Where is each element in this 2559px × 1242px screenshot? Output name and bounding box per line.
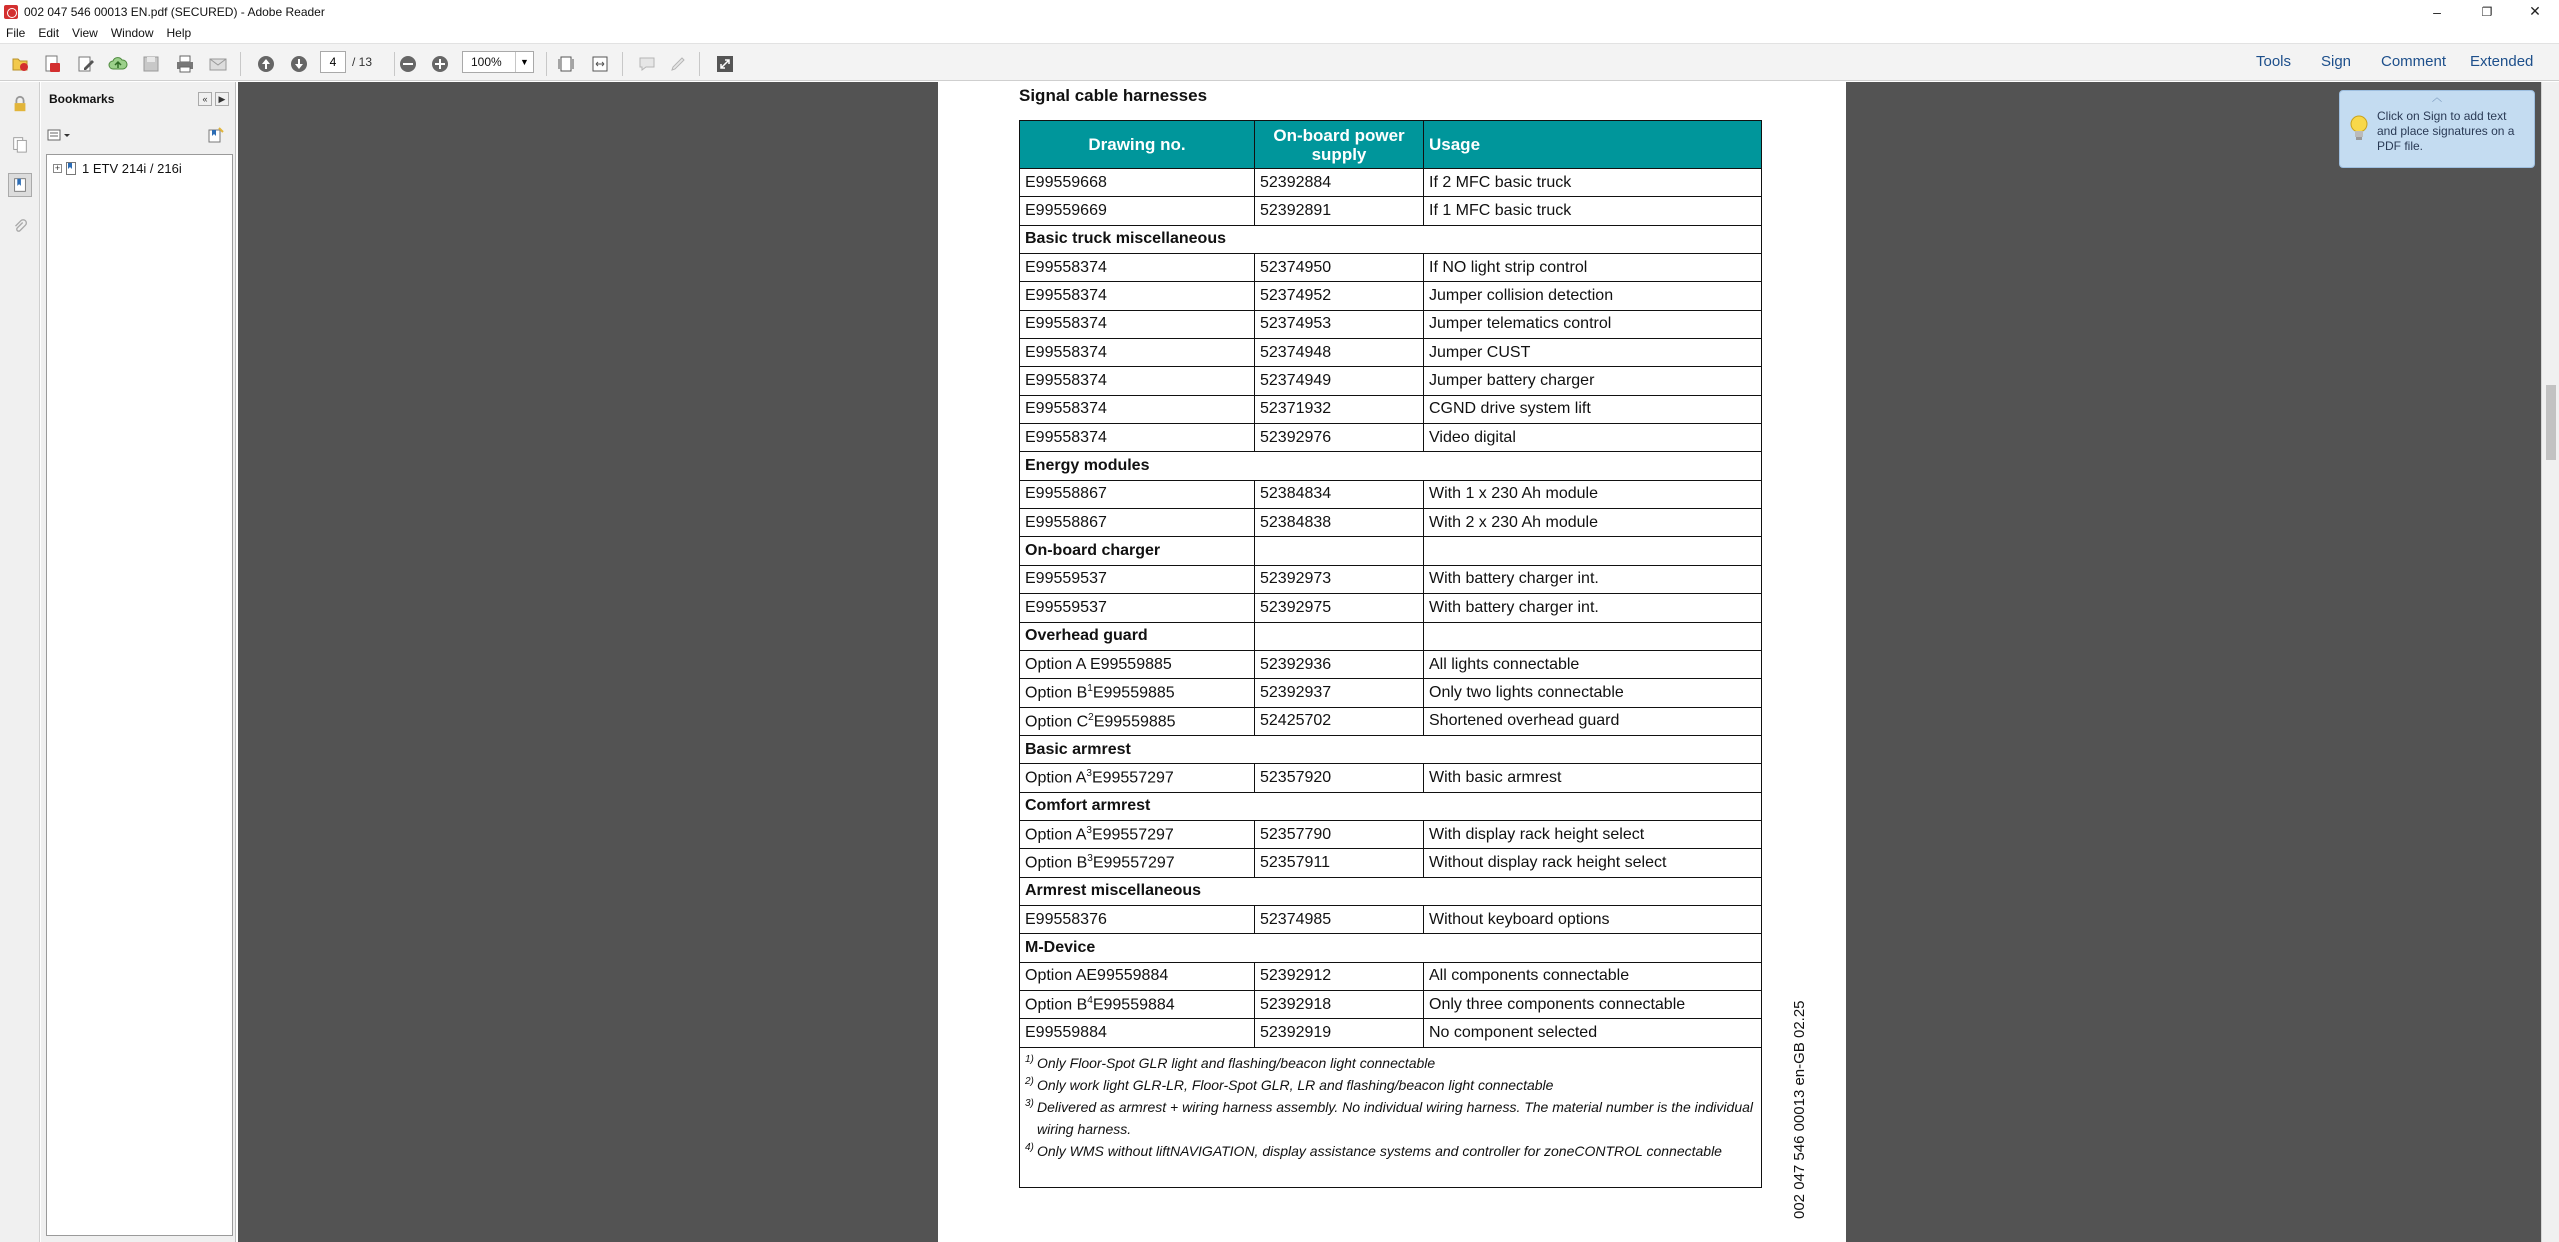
table-group-row bbox=[1020, 452, 1762, 480]
drawing-no-cell: Option AE99559884 bbox=[1020, 962, 1255, 990]
table-row bbox=[1020, 707, 1762, 735]
table-group-row bbox=[1020, 735, 1762, 763]
power-supply-cell: 52384834 bbox=[1255, 480, 1424, 508]
power-supply-cell: 52425702 bbox=[1255, 707, 1424, 735]
page-number-input[interactable]: 4 bbox=[320, 51, 346, 73]
drawing-no-cell bbox=[1020, 849, 1255, 877]
drawing-no-cell: E99558374 bbox=[1020, 254, 1255, 282]
page-thumbnails-icon[interactable] bbox=[8, 132, 32, 156]
table-row bbox=[1020, 254, 1762, 282]
drawing-no-cell: E99559884 bbox=[1020, 1019, 1255, 1047]
usage-cell: Jumper CUST bbox=[1424, 339, 1762, 367]
power-supply-cell: 52392936 bbox=[1255, 650, 1424, 678]
usage-cell: If 1 MFC basic truck bbox=[1424, 197, 1762, 225]
drawing-number: E99559884 bbox=[1092, 996, 1175, 1014]
table-group-row bbox=[1020, 934, 1762, 962]
vertical-scrollbar[interactable] bbox=[2541, 82, 2559, 1242]
drawing-no-cell bbox=[1020, 679, 1255, 707]
option-label: Option A bbox=[1025, 769, 1087, 787]
empty-cell bbox=[1424, 622, 1762, 650]
column-header-power-supply: On-board power supply bbox=[1255, 121, 1424, 169]
option-label: Option C bbox=[1025, 712, 1089, 730]
table-row bbox=[1020, 905, 1762, 933]
footnote-ref: 3 bbox=[1086, 768, 1092, 780]
tools-tab[interactable]: Tools bbox=[2256, 53, 2292, 70]
power-supply-cell: 52392912 bbox=[1255, 962, 1424, 990]
drawing-no-cell: E99559537 bbox=[1020, 565, 1255, 593]
lightbulb-icon bbox=[2348, 113, 2370, 143]
table-row bbox=[1020, 650, 1762, 678]
power-supply-cell: 52392884 bbox=[1255, 169, 1424, 197]
highlight-icon[interactable] bbox=[667, 53, 689, 75]
drawing-number: E99559885 bbox=[1093, 712, 1176, 730]
power-supply-cell: 52374953 bbox=[1255, 310, 1424, 338]
usage-cell: With battery charger int. bbox=[1424, 565, 1762, 593]
empty-cell bbox=[1255, 622, 1424, 650]
table-row bbox=[1020, 282, 1762, 310]
drawing-no-cell: E99558374 bbox=[1020, 367, 1255, 395]
usage-cell: Only two lights connectable bbox=[1424, 679, 1762, 707]
minimize-button[interactable]: – bbox=[2433, 3, 2441, 20]
usage-cell: With 1 x 230 Ah module bbox=[1424, 480, 1762, 508]
footnote-number: 1) bbox=[1025, 1053, 1034, 1065]
open-file-icon[interactable] bbox=[9, 53, 31, 75]
tooltip-caret-icon[interactable]: ︿ bbox=[2432, 93, 2442, 104]
menu-edit[interactable]: Edit bbox=[38, 26, 60, 40]
menu-help[interactable]: Help bbox=[166, 26, 192, 40]
footnote-text: Delivered as armrest + wiring harness assembly. No individual wiring harness. The material number is the individual wiring harness. bbox=[1037, 1098, 1753, 1137]
table-row bbox=[1020, 169, 1762, 197]
scrollbar-thumb[interactable] bbox=[2546, 385, 2556, 460]
group-heading: Energy modules bbox=[1020, 452, 1762, 480]
power-supply-cell: 52371932 bbox=[1255, 395, 1424, 423]
edit-pdf-icon[interactable] bbox=[74, 53, 96, 75]
usage-cell: With 2 x 230 Ah module bbox=[1424, 509, 1762, 537]
usage-cell: All lights connectable bbox=[1424, 650, 1762, 678]
usage-cell: If 2 MFC basic truck bbox=[1424, 169, 1762, 197]
navigation-pane-strip bbox=[0, 82, 40, 1242]
lock-icon[interactable] bbox=[8, 92, 32, 116]
power-supply-cell: 52392975 bbox=[1255, 594, 1424, 622]
footnote-number: 3) bbox=[1025, 1097, 1034, 1109]
group-heading: Basic armrest bbox=[1020, 735, 1762, 763]
footnote-text: Only Floor-Spot GLR light and flashing/beacon light connectable bbox=[1037, 1054, 1436, 1071]
close-button[interactable]: ✕ bbox=[2529, 3, 2541, 19]
power-supply-cell: 52392973 bbox=[1255, 565, 1424, 593]
group-heading: Overhead guard bbox=[1020, 622, 1255, 650]
power-supply-cell: 52392919 bbox=[1255, 1019, 1424, 1047]
footnote-ref: 3 bbox=[1086, 824, 1092, 836]
power-supply-cell: 52357911 bbox=[1255, 849, 1424, 877]
expand-icon[interactable]: + bbox=[54, 163, 61, 173]
menu-file[interactable]: File bbox=[6, 26, 26, 40]
tooltip-text: Click on Sign to add text and place signatures on a PDF file. bbox=[2377, 109, 2515, 153]
usage-cell: Jumper telematics control bbox=[1424, 310, 1762, 338]
group-heading: Armrest miscellaneous bbox=[1020, 877, 1762, 905]
menu-view[interactable]: View bbox=[72, 26, 98, 40]
table-group-row bbox=[1020, 537, 1762, 565]
footnote-text: Only work light GLR-LR, Floor-Spot GLR, LR and flashing/beacon light connectable bbox=[1037, 1076, 1554, 1093]
empty-cell bbox=[1255, 537, 1424, 565]
table-row bbox=[1020, 480, 1762, 508]
bookmarks-panel bbox=[41, 82, 236, 1242]
page-total: / 13 bbox=[352, 55, 373, 69]
footnote bbox=[1025, 1140, 1756, 1162]
zoom-value: 100% bbox=[471, 55, 502, 69]
footnote-ref: 2 bbox=[1088, 711, 1094, 723]
save-icon[interactable] bbox=[140, 53, 162, 75]
footnote-number: 2) bbox=[1025, 1075, 1034, 1087]
option-label: Option A bbox=[1025, 826, 1087, 844]
read-mode-icon[interactable] bbox=[714, 53, 736, 75]
usage-cell: If NO light strip control bbox=[1424, 254, 1762, 282]
comment-icon[interactable] bbox=[636, 53, 658, 75]
footnote-ref: 3 bbox=[1087, 853, 1093, 865]
sign-tooltip bbox=[2339, 90, 2535, 168]
usage-cell: Shortened overhead guard bbox=[1424, 707, 1762, 735]
footnotes bbox=[1020, 1047, 1762, 1187]
drawing-number: E99559885 bbox=[1092, 684, 1175, 702]
table-row bbox=[1020, 339, 1762, 367]
bookmark-item[interactable] bbox=[53, 161, 182, 176]
menu-window[interactable]: Window bbox=[110, 26, 154, 40]
drawing-no-cell bbox=[1020, 820, 1255, 848]
new-bookmark-icon[interactable] bbox=[207, 127, 225, 143]
zoom-out-icon[interactable] bbox=[397, 53, 419, 75]
power-supply-cell: 52374985 bbox=[1255, 905, 1424, 933]
usage-cell: Jumper battery charger bbox=[1424, 367, 1762, 395]
usage-cell: Without keyboard options bbox=[1424, 905, 1762, 933]
pdf-page bbox=[938, 82, 1846, 1242]
table-row bbox=[1020, 594, 1762, 622]
footnote-ref: 1 bbox=[1087, 683, 1093, 695]
table-group-row bbox=[1020, 792, 1762, 820]
title-bar bbox=[0, 0, 2559, 23]
drawing-no-cell: E99558376 bbox=[1020, 905, 1255, 933]
usage-cell: CGND drive system lift bbox=[1424, 395, 1762, 423]
bookmark-options-icon[interactable] bbox=[47, 128, 71, 142]
table-row bbox=[1020, 990, 1762, 1018]
usage-cell: With basic armrest bbox=[1424, 764, 1762, 792]
drawing-no-cell: E99558867 bbox=[1020, 509, 1255, 537]
table-group-row bbox=[1020, 622, 1762, 650]
cloud-upload-icon[interactable] bbox=[107, 53, 129, 75]
section-title: Signal cable harnesses bbox=[1019, 86, 1208, 105]
attachments-icon[interactable] bbox=[8, 215, 32, 239]
usage-cell: Video digital bbox=[1424, 424, 1762, 452]
footnote bbox=[1025, 1074, 1756, 1096]
toolbar bbox=[0, 43, 2559, 81]
footnote bbox=[1025, 1052, 1756, 1074]
usage-cell: With battery charger int. bbox=[1424, 594, 1762, 622]
chevron-down-icon[interactable]: ▼ bbox=[515, 52, 533, 72]
bookmarks-tree bbox=[46, 154, 233, 1236]
table-row bbox=[1020, 565, 1762, 593]
power-supply-cell: 52374948 bbox=[1255, 339, 1424, 367]
drawing-no-cell: E99559669 bbox=[1020, 197, 1255, 225]
drawing-no-cell: E99558374 bbox=[1020, 310, 1255, 338]
drawing-no-cell: E99559537 bbox=[1020, 594, 1255, 622]
power-supply-cell: 52357920 bbox=[1255, 764, 1424, 792]
drawing-number: E99557297 bbox=[1091, 769, 1174, 787]
option-label: Option B bbox=[1025, 684, 1088, 702]
next-page-icon[interactable] bbox=[288, 53, 310, 75]
comment-tab[interactable]: Comment bbox=[2381, 53, 2447, 70]
table-row bbox=[1020, 509, 1762, 537]
group-heading: Basic truck miscellaneous bbox=[1020, 225, 1762, 253]
drawing-no-cell bbox=[1020, 707, 1255, 735]
table-row bbox=[1020, 820, 1762, 848]
power-supply-cell: 52374952 bbox=[1255, 282, 1424, 310]
zoom-select[interactable] bbox=[462, 51, 534, 73]
usage-cell: Jumper collision detection bbox=[1424, 282, 1762, 310]
power-supply-cell: 52392937 bbox=[1255, 679, 1424, 707]
empty-cell bbox=[1424, 537, 1762, 565]
usage-cell: Without display rack height select bbox=[1424, 849, 1762, 877]
table-row bbox=[1020, 310, 1762, 338]
power-supply-cell: 52392918 bbox=[1255, 990, 1424, 1018]
power-supply-cell: 52392891 bbox=[1255, 197, 1424, 225]
table-row bbox=[1020, 1019, 1762, 1047]
drawing-no-cell bbox=[1020, 990, 1255, 1018]
footnote-ref: 4 bbox=[1087, 994, 1093, 1006]
column-header-drawing-no: Drawing no. bbox=[1020, 121, 1255, 169]
sign-tab[interactable]: Sign bbox=[2321, 53, 2352, 70]
email-icon[interactable] bbox=[207, 53, 229, 75]
power-supply-cell: 52392976 bbox=[1255, 424, 1424, 452]
footnotes-row bbox=[1020, 1047, 1762, 1187]
collapse-panel-icon[interactable]: « bbox=[198, 92, 212, 106]
drawing-no-cell: E99558867 bbox=[1020, 480, 1255, 508]
print-icon[interactable] bbox=[174, 53, 196, 75]
adobe-reader-icon bbox=[4, 5, 18, 19]
power-supply-cell: 52384838 bbox=[1255, 509, 1424, 537]
bookmark-label: 1 ETV 214i / 216i bbox=[82, 161, 182, 176]
column-header-usage: Usage bbox=[1424, 121, 1762, 169]
extended-tab[interactable]: Extended bbox=[2470, 53, 2534, 70]
expand-panel-icon[interactable]: ▶ bbox=[215, 92, 229, 106]
drawing-no-cell: E99559668 bbox=[1020, 169, 1255, 197]
table-row bbox=[1020, 395, 1762, 423]
power-supply-cell: 52374950 bbox=[1255, 254, 1424, 282]
usage-cell: With display rack height select bbox=[1424, 820, 1762, 848]
table-row bbox=[1020, 962, 1762, 990]
fit-page-icon[interactable] bbox=[555, 53, 577, 75]
drawing-no-cell bbox=[1020, 764, 1255, 792]
group-heading: Comfort armrest bbox=[1020, 792, 1762, 820]
bookmark-icon bbox=[66, 162, 76, 175]
footnote bbox=[1025, 1096, 1756, 1140]
document-id-vertical: 002 047 546 00013 en-GB 02.25 bbox=[1791, 1000, 1808, 1219]
group-heading: M-Device bbox=[1020, 934, 1762, 962]
table-row bbox=[1020, 197, 1762, 225]
drawing-no-cell: E99558374 bbox=[1020, 424, 1255, 452]
option-label: Option B bbox=[1025, 996, 1088, 1014]
window-title: 002 047 546 00013 EN.pdf (SECURED) - Adobe Reader bbox=[24, 4, 325, 19]
fit-width-icon[interactable] bbox=[589, 53, 611, 75]
drawing-number: E99557297 bbox=[1091, 826, 1174, 844]
power-supply-cell: 52374949 bbox=[1255, 367, 1424, 395]
bookmarks-title: Bookmarks bbox=[49, 92, 115, 106]
table-header-row bbox=[1020, 121, 1762, 169]
drawing-no-cell: Option A E99559885 bbox=[1020, 650, 1255, 678]
drawing-no-cell: E99558374 bbox=[1020, 282, 1255, 310]
option-label: Option B bbox=[1025, 854, 1088, 872]
table-row bbox=[1020, 367, 1762, 395]
usage-cell: Only three components connectable bbox=[1424, 990, 1762, 1018]
power-supply-cell: 52357790 bbox=[1255, 820, 1424, 848]
previous-page-icon[interactable] bbox=[255, 53, 277, 75]
table-row bbox=[1020, 764, 1762, 792]
footnote-text: Only WMS without liftNAVIGATION, display assistance systems and controller for zoneCONTROL connectable bbox=[1037, 1142, 1722, 1159]
usage-cell: All components connectable bbox=[1424, 962, 1762, 990]
drawing-number: E99557297 bbox=[1092, 854, 1175, 872]
group-heading: On-board charger bbox=[1020, 537, 1255, 565]
create-pdf-icon[interactable] bbox=[41, 53, 63, 75]
menu-bar bbox=[0, 23, 2559, 43]
drawing-no-cell: E99558374 bbox=[1020, 395, 1255, 423]
usage-cell: No component selected bbox=[1424, 1019, 1762, 1047]
table-group-row bbox=[1020, 225, 1762, 253]
zoom-in-icon[interactable] bbox=[429, 53, 451, 75]
restore-button[interactable]: ❐ bbox=[2481, 4, 2493, 19]
table-row bbox=[1020, 424, 1762, 452]
footnote-number: 4) bbox=[1025, 1141, 1034, 1153]
table-row bbox=[1020, 679, 1762, 707]
table-group-row bbox=[1020, 877, 1762, 905]
drawing-no-cell: E99558374 bbox=[1020, 339, 1255, 367]
table-row bbox=[1020, 849, 1762, 877]
bookmarks-icon[interactable] bbox=[8, 173, 32, 197]
signal-cable-harness-table bbox=[1019, 120, 1762, 1188]
